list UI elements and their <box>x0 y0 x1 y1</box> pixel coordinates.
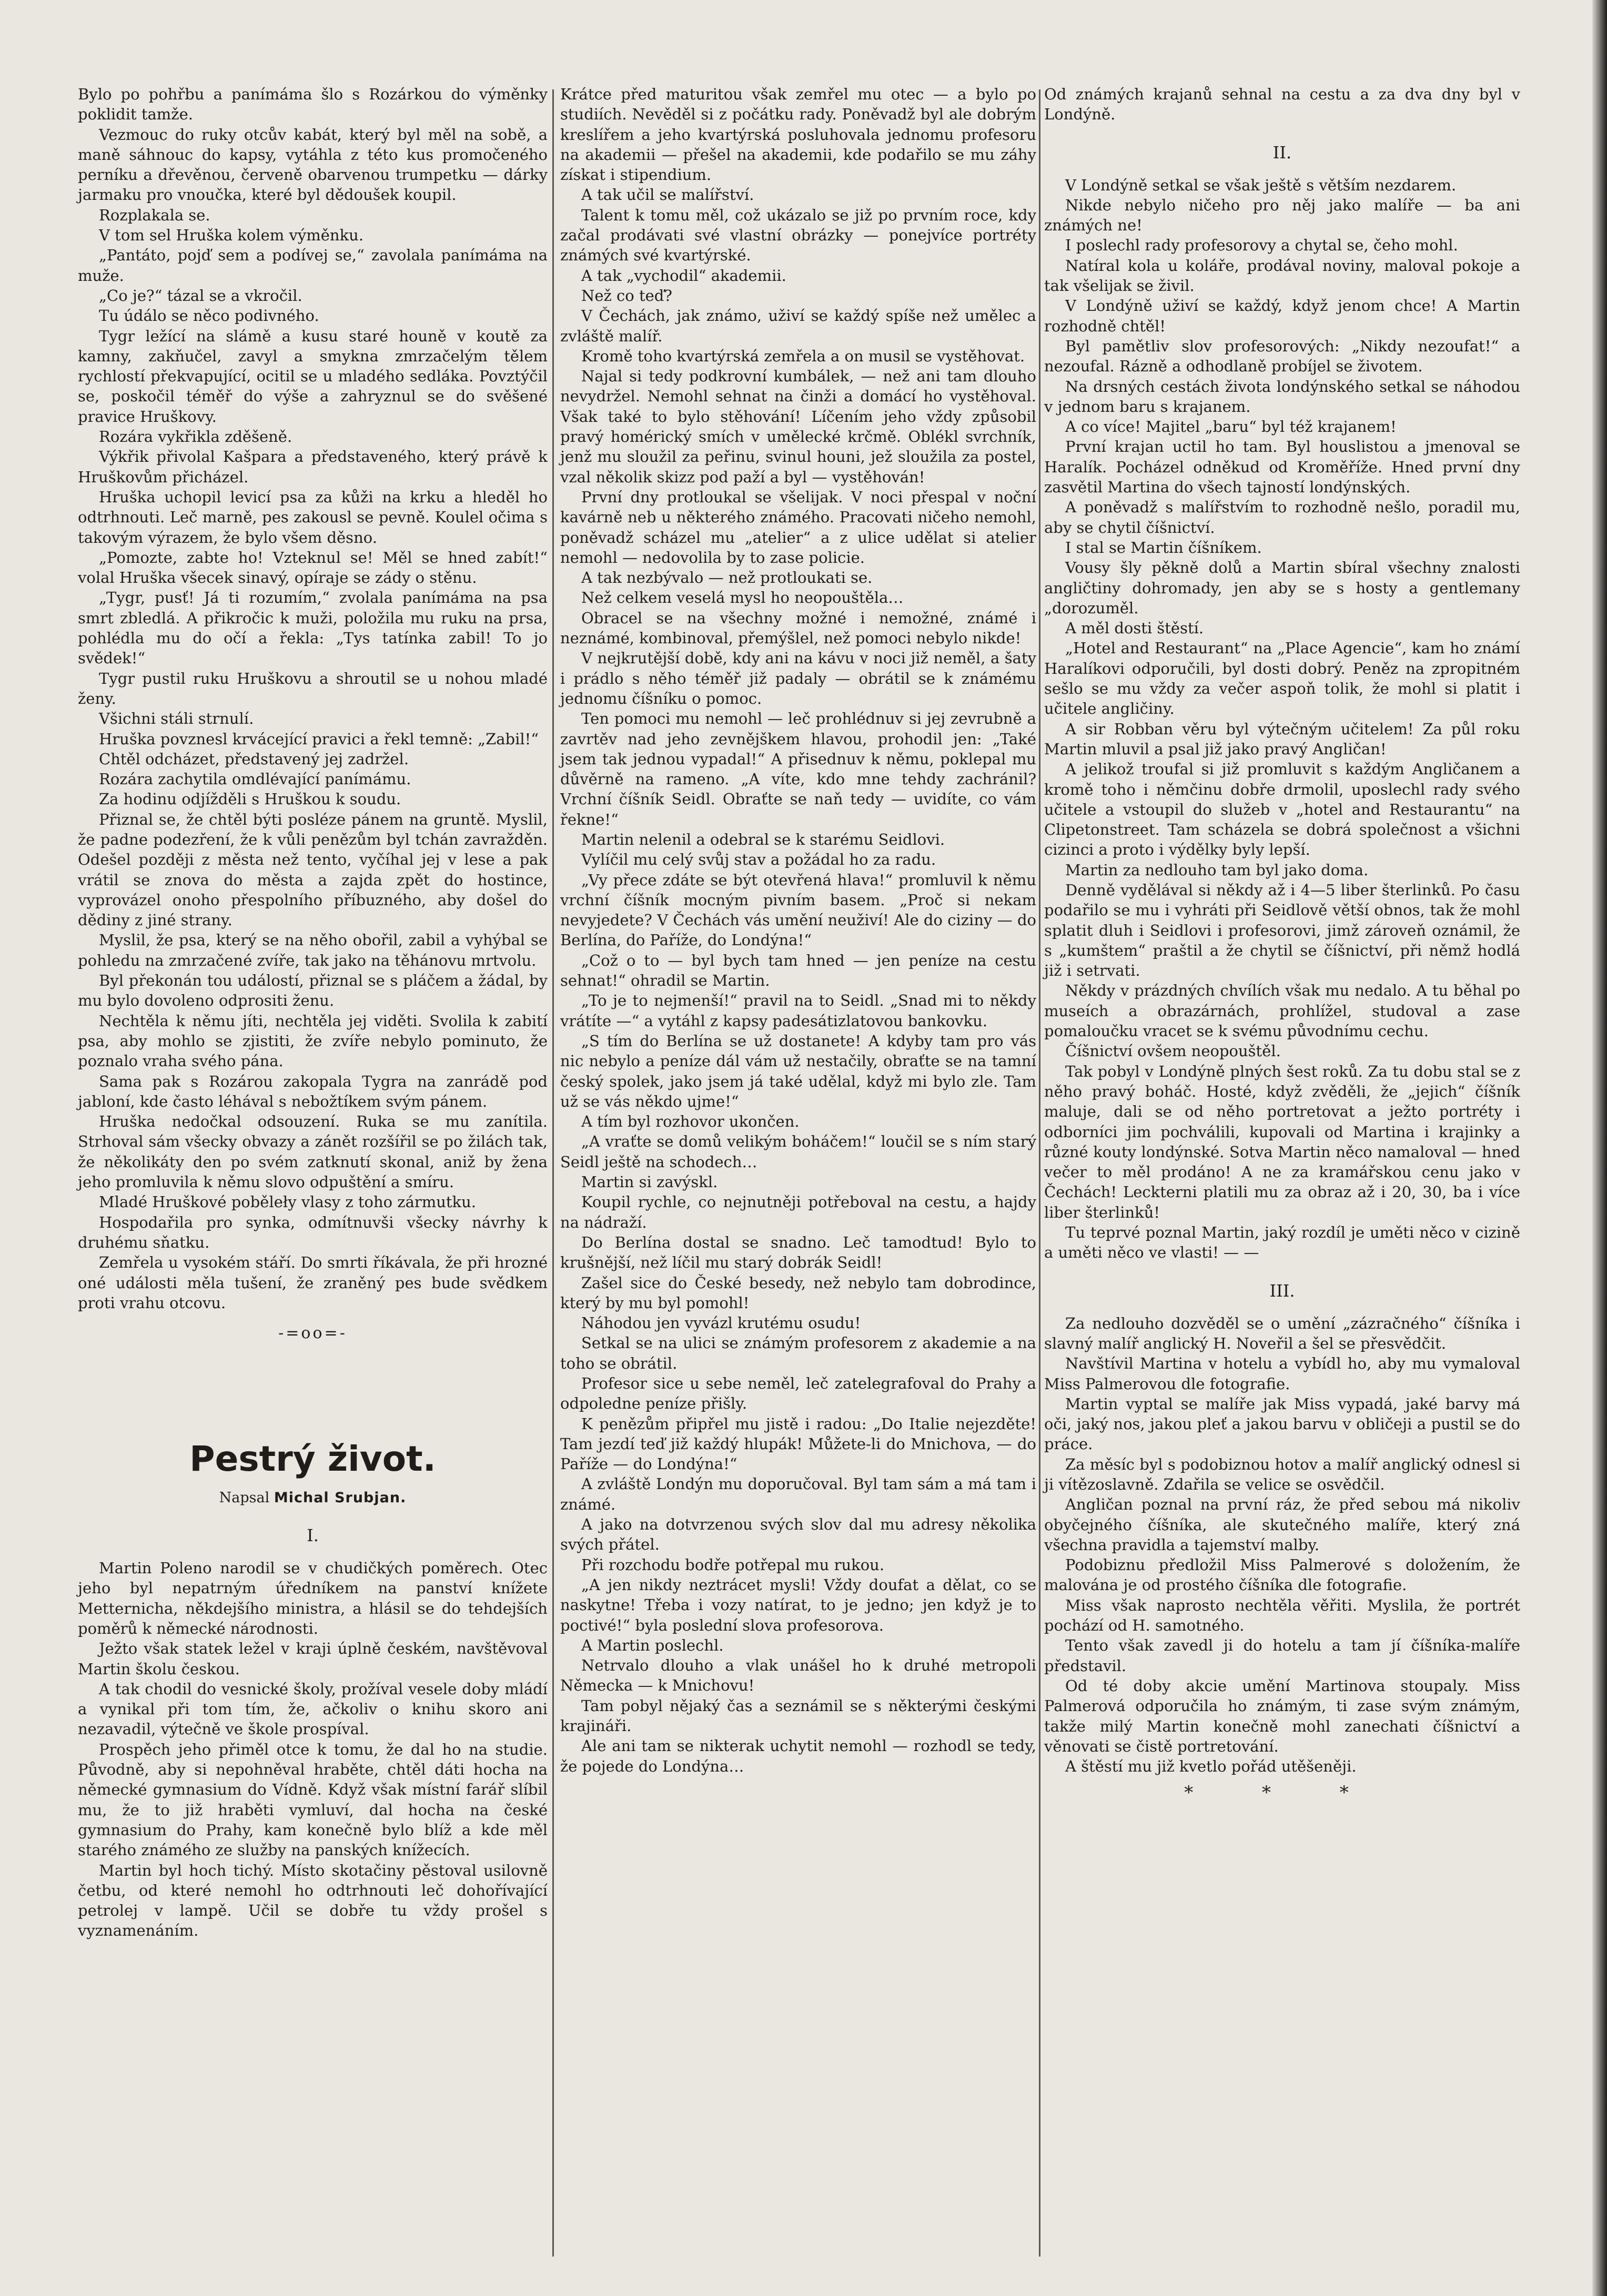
paragraph: A zvláště Londýn mu doporučoval. Byl tam sám a má tam i známé. <box>560 1475 1036 1513</box>
section-end-stars: * * * <box>1184 1782 1380 1804</box>
paragraph: V Londýně setkal se však ještě s větším nezdarem. <box>1065 176 1457 194</box>
paragraph: Angličan poznal na první ráz, že před sebou má nikoliv obyčejného číšníka, ale skutečného malíře, který zná všechna pravidla a tajemství malby. <box>1044 1495 1520 1554</box>
paragraph: Ježto však statek ležel v kraji úplně českém, navštěvoval Martin školu českou. <box>78 1640 548 1678</box>
paragraph: Vezmouc do ruky otcův kabát, který byl měl na sobě, a maně sáhnouc do kapsy, vytáhla z této kus promočeného perníku a dřevěnou, červeně obarvenou trumpetku — dárky jarmaku pro vnoučka, které byl dědoušek koupil. <box>78 125 548 204</box>
paragraph: Netrvalo dlouho a vlak unášel ho k druhé metropoli Německa — k Mnichovu! <box>560 1656 1036 1695</box>
paragraph: Hruška uchopil levicí psa za kůži na krku a hleděl ho odtrhnouti. Leč marně, pes zakousl se pevně. Koulel očima s takovým výrazem, že bylo všem děsno. <box>78 488 548 547</box>
paragraph: Podobiznu předložil Miss Palmerové s doložením, že malována je od prostého číšníka dle fotografie. <box>1044 1556 1520 1594</box>
paragraph: Někdy v prázdných chvílích však mu nedalo. A tu běhal po museích a obrazárnách, prohlížel, studoval a zase pomaloučku vracet se k svému původnímu cechu. <box>1044 982 1520 1040</box>
story-heading <box>78 1438 548 1508</box>
byline <box>78 1489 548 1508</box>
paragraph: Obracel se na všechny možné i nemožné, známé i neznámé, kombinoval, přemýšlel, než pomoci nebylo nikde! <box>560 609 1036 648</box>
paragraph: První krajan uctil ho tam. Byl houslistou a jmenoval se Haralík. Pocházel odněkud od Kroměříže. Hned první dny zasvětil Martina do všech tajností londýnských. <box>1044 438 1520 497</box>
paragraph: Prospěch jeho přiměl otce k tomu, že dal ho na studie. Původně, aby si nepohněval hraběte, chtěl dáti hocha na německé gymnasium do Vídně. Když však místní farář slíbil mu, že to již hraběti vymluví, dal hocha na české gymnasium do Prahy, kam konečně bylo blíž a kde měl starého známého ze služby na panských knížecích. <box>78 1740 548 1859</box>
paragraph: Tam pobyl nějaký čas a seznámil se s některými českými krajináři. <box>560 1696 1036 1735</box>
paragraph: Martin Poleno narodil se v chudičkých poměrech. Otec jeho byl nepatrným úředníkem na panství knížete Metternicha, někdejšího ministra, a hlásil se do tehdejších poměrů k německé národnosti. <box>78 1559 548 1637</box>
paragraph: Hospodařila pro synka, odmítnuvši všecky návrhy k druhému sňatku. <box>78 1213 548 1251</box>
paragraph: Rozára vykřikla zděšeně. <box>99 428 292 446</box>
paragraph: Sama pak s Rozárou zakopala Tygra na zanrádě pod jabloní, kde často léhával s nebožtíkem svým pánem. <box>78 1072 548 1110</box>
section-number: I. <box>307 1525 319 1546</box>
paragraph: „Což o to — byl bych tam hned — jen peníze na cestu sehnat!“ ohradil se Martin. <box>560 951 1036 990</box>
paragraph: A sir Robban věru byl výtečným učitelem! Za půl roku Martin mluvil a psal již jako pravý Angličan! <box>1044 720 1520 758</box>
paragraph: Na drsných cestách života londýnského setkal se náhodou v jednom baru s krajanem. <box>1044 377 1520 416</box>
paragraph: A Martin poslechl. <box>581 1636 724 1654</box>
paragraph: Než co teď? <box>581 286 672 305</box>
paragraph: Přiznal se, že chtěl býti posléze pánem na gruntě. Myslil, že padne podezření, že k vůli penězům byl tchán zavražděn. Odešel později z města než tento, vyčíhal jej v lese a pak vrátil se znova do města a zajda zpět do hostince, vyprovázel onoho přespolního příbuzného, aby došel do dědiny z jiné strany. <box>78 810 548 929</box>
paragraph: Bylo po pohřbu a panímáma šlo s Rozárkou do výměnky poklidit tamže. <box>78 85 548 124</box>
column-rule-right <box>1039 89 1040 2257</box>
paragraph: Martin nelenil a odebral se k starému Seidlovi. <box>581 830 945 848</box>
paragraph: První dny protloukal se všelijak. V noci přespal v noční kavárně neb u některého známého. Pracovati ničeho nemohl, poněvadž scházel mu „atelier“ a z ulice udělat si atelier nemohl — nedovolila by to zase policie. <box>560 488 1036 567</box>
paragraph: „A jen nikdy neztrácet mysli! Vždy doufat a dělat, co se naskytne! Třeba i vozy natírat, to je jedno; jen když je to poctivé!“ byla poslední slova profesorova. <box>560 1575 1036 1634</box>
paragraph: V Londýně uživí se každý, když jenom chce! A Martin rozhodně chtěl! <box>1044 297 1520 335</box>
paragraph: Od známých krajanů sehnal na cestu a za dva dny byl v Londýně. <box>1044 85 1520 124</box>
paragraph: A tak učil se malířství. <box>581 186 754 204</box>
paragraph: Vylíčil mu celý svůj stav a požádal ho za radu. <box>581 851 936 869</box>
paragraph: Než celkem veselá mysl ho neopouštěla… <box>581 589 904 607</box>
paragraph: Všichni stáli strnulí. <box>99 710 254 728</box>
paragraph: Miss však naprosto nechtěla věřiti. Myslila, že portrét pochází od H. samotného. <box>1044 1596 1520 1635</box>
paragraph: A jako na dotvrzenou svých slov dal mu adresy několika svých přátel. <box>560 1515 1036 1554</box>
paragraph: Tygr pustil ruku Hruškovu a shroutil se u nohou mladé ženy. <box>78 669 548 707</box>
paragraph: Byl překonán tou událostí, přiznal se s pláčem a žádal, by mu bylo dovoleno odprositi ženu. <box>78 972 548 1010</box>
paragraph: V nejkrutější době, kdy ani na kávu v noci již neměl, a šaty i prádlo s něho téměř již padaly — obrátil se k známému jednomu číšníku o pomoc. <box>560 649 1036 707</box>
paragraph: A tak „vychodil“ akademii. <box>581 266 786 285</box>
paragraph: Za hodinu odjížděli s Hruškou k soudu. <box>99 790 401 808</box>
paragraph: Kromě toho kvartýrská zemřela a on musil se vystěhovat. <box>581 347 1025 365</box>
paragraph: Najal si tedy podkrovní kumbálek, — než ani tam dlouho nevydržel. Nemohl sehnat na činži a domácí ho vystěhoval. Však také to bylo stěhování! Líčením jeho vždy způsobil pravý homérický smích v umělecké krčmě. Oblékl svrchník, jenž mu sloužil za peřinu, svinul houni, jež sloužila za postel, vzal několik skizz pod paží a byl — vystěhován! <box>560 367 1036 486</box>
paragraph: Chtěl odcházet, představený jej zadržel. <box>99 750 409 768</box>
paragraph: A co více! Majitel „baru“ byl též krajanem! <box>1065 418 1397 436</box>
paragraph: Zašel sice do České besedy, než nebylo tam dobrodince, který by mu byl pomohl! <box>560 1273 1036 1312</box>
paragraph: V Čechách, jak známo, uživí se každý spíše než umělec a zvláště malíř. <box>560 307 1036 345</box>
paragraph: Tento však zavedl ji do hotelu a tam jí číšníka-malíře představil. <box>1044 1636 1520 1675</box>
paragraph: Tak pobyl v Londýně plných šest roků. Za tu dobu stal se z něho pravý boháč. Hosté, když zvěděli, že „jejich“ číšník maluje, dali se od něho portretovat a ježto portréty i odborníci jim pochválili, kupovali od Martina i krajinky a různé kouty londýnské. Sotva Martin něco namaloval — hned večer to měl prodáno! A ne za kramářskou cenu jako v Čechách! Leckterni platili mu za obraz až i 20, 30, ba i více liber šterlinků! <box>1044 1062 1520 1221</box>
paragraph: Martin si zavýskl. <box>581 1173 718 1191</box>
paragraph: Setkal se na ulici se známým profesorem z akademie a na toho se obrátil. <box>560 1334 1036 1372</box>
paragraph: Talent k tomu měl, což ukázalo se již po prvním roce, kdy začal prodávati své vlastní obrázky — ponejvíce portréty známých své kvartýrské. <box>560 206 1036 265</box>
paragraph: Náhodou jen vyvázl krutému osudu! <box>581 1314 861 1332</box>
paragraph: Ten pomoci mu nemohl — leč prohlédnuv si jej zevrubně a zavrtěv nad jeho zevnějškem hlavou, prohodil jen: „Také jsem tak jednou vypadal!“ A přisednuv k němu, poklepal mu důvěrně na rameno. „A víte, kdo mne tehdy zachránil? Vrchní číšník Seidl. Obraťte se naň tedy — uvidíte, co vám řekne!“ <box>560 710 1036 828</box>
paragraph: „Hotel and Restaurant“ na „Place Agencie“, kam ho známí Haralíkovi odporučili, byl dosti dobrý. Peněz na zpropitném sešlo se mu vždy za večer aspoň tolik, že mohl si platit i učitele angličiny. <box>1044 639 1520 718</box>
paragraph: Myslil, že psa, který se na něho obořil, zabil a vyhýbal se pohledu na zmrzačené zvíře, tak jako na těhánovu mrtvolu. <box>78 931 548 969</box>
paragraph: Rozára zachytila omdlévající panímámu. <box>99 770 411 788</box>
paragraph: Koupil rychle, co nejnutněji potřeboval na cestu, a hajdy na nádraží. <box>560 1193 1036 1231</box>
paragraph: Vousy šly pěkně dolů a Martin sbíral všechny znalosti angličtiny dohromady, jen aby se s hosty a gentlemany „dorozuměl. <box>1044 559 1520 617</box>
paragraph: „A vraťte se domů velikým boháčem!“ loučil se s ním starý Seidl ještě na schodech… <box>560 1132 1036 1171</box>
paragraph: Martin byl hoch tichý. Místo skotačiny pěstoval usilovně četbu, od které nemohl ho odtrhnouti leč dohořívající petrolej v lampě. Učil se dobře tu vždy prošel s vyznamenáním. <box>78 1861 548 1940</box>
paragraph: Číšnictví ovšem neopouštěl. <box>1065 1042 1281 1060</box>
paragraph: A tím byl rozhovor ukončen. <box>581 1112 800 1131</box>
byline-prefix: Napsal <box>219 1490 270 1506</box>
paragraph: A tak nezbývalo — než protloukati se. <box>581 569 873 587</box>
paragraph: V tom sel Hruška kolem výměnku. <box>99 226 364 245</box>
paragraph: Martin vyptal se malíře jak Miss vypadá, jaké barvy má oči, jaký nos, jakou pleť a jakou barvu v obličeji a pustil se do práce. <box>1044 1394 1520 1453</box>
section-number: II. <box>1272 142 1292 163</box>
paragraph: I poslechl rady profesorovy a chytal se, čeho mohl. <box>1065 236 1458 255</box>
paragraph: „S tím do Berlína se už dostanete! A kdyby tam pro vás nic nebylo a peníze dál vám už nestačily, obraťte se na tamní český spolek, jako jsem já také udělal, když mi bylo zle. Tam už se vás někdo ujme!“ <box>560 1031 1036 1110</box>
paragraph: Od té doby akcie umění Martinova stoupaly. Miss Palmerová odporučila ho známým, ti zase svým známým, takže milý Martin konečně mohl zanechati číšnictví a věnovati se čistě portretování. <box>1044 1676 1520 1755</box>
paragraph: Za měsíc byl s podobiznou hotov a malíř anglický odnesl si ji vítězoslavně. Zdařila se velice se osvědčil. <box>1044 1455 1520 1493</box>
paragraph: Rozplakala se. <box>99 206 210 224</box>
paragraph: „Vy přece zdáte se být otevřená hlava!“ promluvil k němu vrchní číšník mocným pivním basem. „Proč si nekam nevyjedete? V Čechách vás umění neuživí! Ale do ciziny — do Berlína, do Paříže, do Londýna!“ <box>560 871 1036 949</box>
paragraph: Hruška povznesl krvácející pravici a řekl temně: „Zabil!“ <box>99 730 539 748</box>
paragraph: „Pantáto, pojď sem a podívej se,“ zavolala panímáma na muže. <box>78 246 548 285</box>
paragraph: A jelikož troufal si již promluvit s každým Angličanem a kromě toho i němčinu dobře drmolil, uposlechl rady svého učitele a vstoupil do služeb v „hotel and Restaurantu“ na Clipetonstreet. Tam scházela se dobrá společnost a všichni cizinci a proto i výdělky byly lepší. <box>1044 760 1520 859</box>
section-number: III. <box>1269 1280 1295 1301</box>
paragraph: K penězům připřel mu jistě i radou: „Do Italie nejezděte! Tam jezdí teď již každý hlupák! Můžete-li do Mnichova, — do Paříže — do Londýna!“ <box>560 1414 1036 1473</box>
paragraph: Výkřik přivolal Kašpara a představeného, který právě k Hruškovům přicházel. <box>78 448 548 486</box>
paragraph: Tu teprvé poznal Martin, jaký rozdíl je uměti něco v cizině a uměti něco ve vlasti! — — <box>1044 1223 1520 1262</box>
column-right <box>1044 84 1520 1806</box>
paragraph: Při rozchodu bodře potřepal mu rukou. <box>581 1555 885 1574</box>
paragraph: Profesor sice u sebe neměl, leč zatelegrafoval do Prahy a odpoledne peníze přišly. <box>560 1374 1036 1413</box>
ornament-divider: -=oo=- <box>278 1324 347 1343</box>
paragraph: I stal se Martin číšníkem. <box>1065 538 1262 557</box>
paragraph: Navštívil Martina v hotelu a vybídl ho, aby mu vymaloval Miss Palmerovou dle fotografie. <box>1044 1354 1520 1393</box>
paragraph: Ale ani tam se nikterak uchytit nemohl — rozhodl se tedy, že pojede do Londýna… <box>560 1737 1036 1775</box>
paragraph: Mladé Hruškové poběleły vlasy z toho zármutku. <box>99 1193 477 1211</box>
paragraph: Za nedlouho dozvěděl se o umění „zázračného“ číšníka i slavný malíř anglický H. Noveřil a šel se přesvědčit. <box>1044 1314 1520 1352</box>
paragraph: Hruška nedočkal odsouzení. Ruka se mu zanítila. Strhoval sám všecky obvazy a zánět rozšířil se po žilách tak, že několikáty den po svém zatknutí skonal, aniž by žena jeho promluvila k němu slovo odpuštění a smíru. <box>78 1112 548 1191</box>
paragraph: Zemřela u vysokém stáří. Do smrti říkávala, že při hrozné oné události měla tušení, že zraněný pes bude svědkem proti vrahu otcovu. <box>78 1253 548 1312</box>
column-left <box>78 84 548 1941</box>
byline-author: Michal Srubjan. <box>274 1490 407 1506</box>
paragraph: Do Berlína dostal se snadno. Leč tamodtud! Bylo to krušnější, než líčil mu starý dobrák Seidl! <box>560 1233 1036 1272</box>
paragraph: Nechtěla k němu jíti, nechtěla jej viděti. Svolila k zabití psa, aby mohlo se zjistiti, že zvíře nebylo pominuto, že poznalo vraha svého pána. <box>78 1012 548 1070</box>
paragraph: „Tygr, pusť! Já ti rozumím,“ zvolala panímáma na psa smrt zbledlá. A přikročic k muži, položila mu ruku na prsa, pohlédla mu do očí a řekla: „Tys tatínka zabil! To jo svědek!“ <box>78 589 548 667</box>
paragraph: A tak chodil do vesnické školy, prožíval vesele doby mládí a vynikal při tom tím, že, ačkoliv o knihu skoro ani nezavadil, výtečně ve škole prospíval. <box>78 1680 548 1738</box>
paragraph: Tygr ležící na slámě a kusu staré houně v koutě za kamny, zakňučel, zavyl a smykna zmrzačelým tělem rychlostí překvapující, ocitil se u mladého sedláka. Povztýčil se, poskočil téměř do výše a zahryznul se do svěšené pravice Hruškovy. <box>78 327 548 426</box>
column-middle <box>560 84 1036 1776</box>
paragraph: A měl dosti štěstí. <box>1065 619 1204 638</box>
paragraph: „Pomozte, zabte ho! Vzteknul se! Měl se hned zabít!“ volal Hruška všecek sinavý, opíraje se zády o stěnu. <box>78 548 548 587</box>
paragraph: Krátce před maturitou však zemřel mu otec — a bylo po studiích. Nevěděl si z počátku rady. Poněvadž byl ale dobrým kreslířem a jeho kvartýrská posluhovala jednomu profesoru na akademii — přešel na akademii, kde podařilo se mu záhy získat i stipendium. <box>560 85 1036 184</box>
paragraph: Nikde nebylo ničeho pro něj jako malíře — ba ani známých ne! <box>1044 196 1520 235</box>
page-edge-shadow <box>1592 0 1607 2296</box>
paragraph: „To je to nejmenší!“ pravil na to Seidl. „Snad mi to někdy vrátíte —“ a vytáhl z kapsy padesátizlatovou bankovku. <box>560 992 1036 1030</box>
paragraph: „Co je?“ tázal se a vkročil. <box>99 286 302 305</box>
story-title: Pestrý život. <box>189 1439 436 1480</box>
paragraph: A poněvadž s malířstvím to rozhodně nešlo, poradil mu, aby se chytil číšnictví. <box>1044 498 1520 537</box>
paragraph: Natíral kola u koláře, prodával noviny, maloval pokoje a tak všelijak se živil. <box>1044 256 1520 295</box>
paragraph: A štěstí mu již kvetlo pořád utěšeněji. <box>1065 1757 1357 1776</box>
paragraph: Tu údálo se něco podivného. <box>99 307 319 325</box>
column-rule-left <box>552 89 554 2257</box>
paragraph: Byl pamětliv slov profesorových: „Nikdy nezoufat!“ a nezoufal. Rázně a odhodlaně probíjel se životem. <box>1044 337 1520 376</box>
paragraph: Martin za nedlouho tam byl jako doma. <box>1065 861 1369 879</box>
paragraph: Denně vydělával si někdy až i 4—5 liber šterlinků. Po času podařilo se mu i vyhráti při Seidlově větší obnos, tak že mohl splatit dluh i Seidlovi i profesorovi, jimž zároveň oznámil, že s „kumštem“ praštil a že chytil se číšnictví, při němž hodlá již i setrvati. <box>1044 881 1520 980</box>
